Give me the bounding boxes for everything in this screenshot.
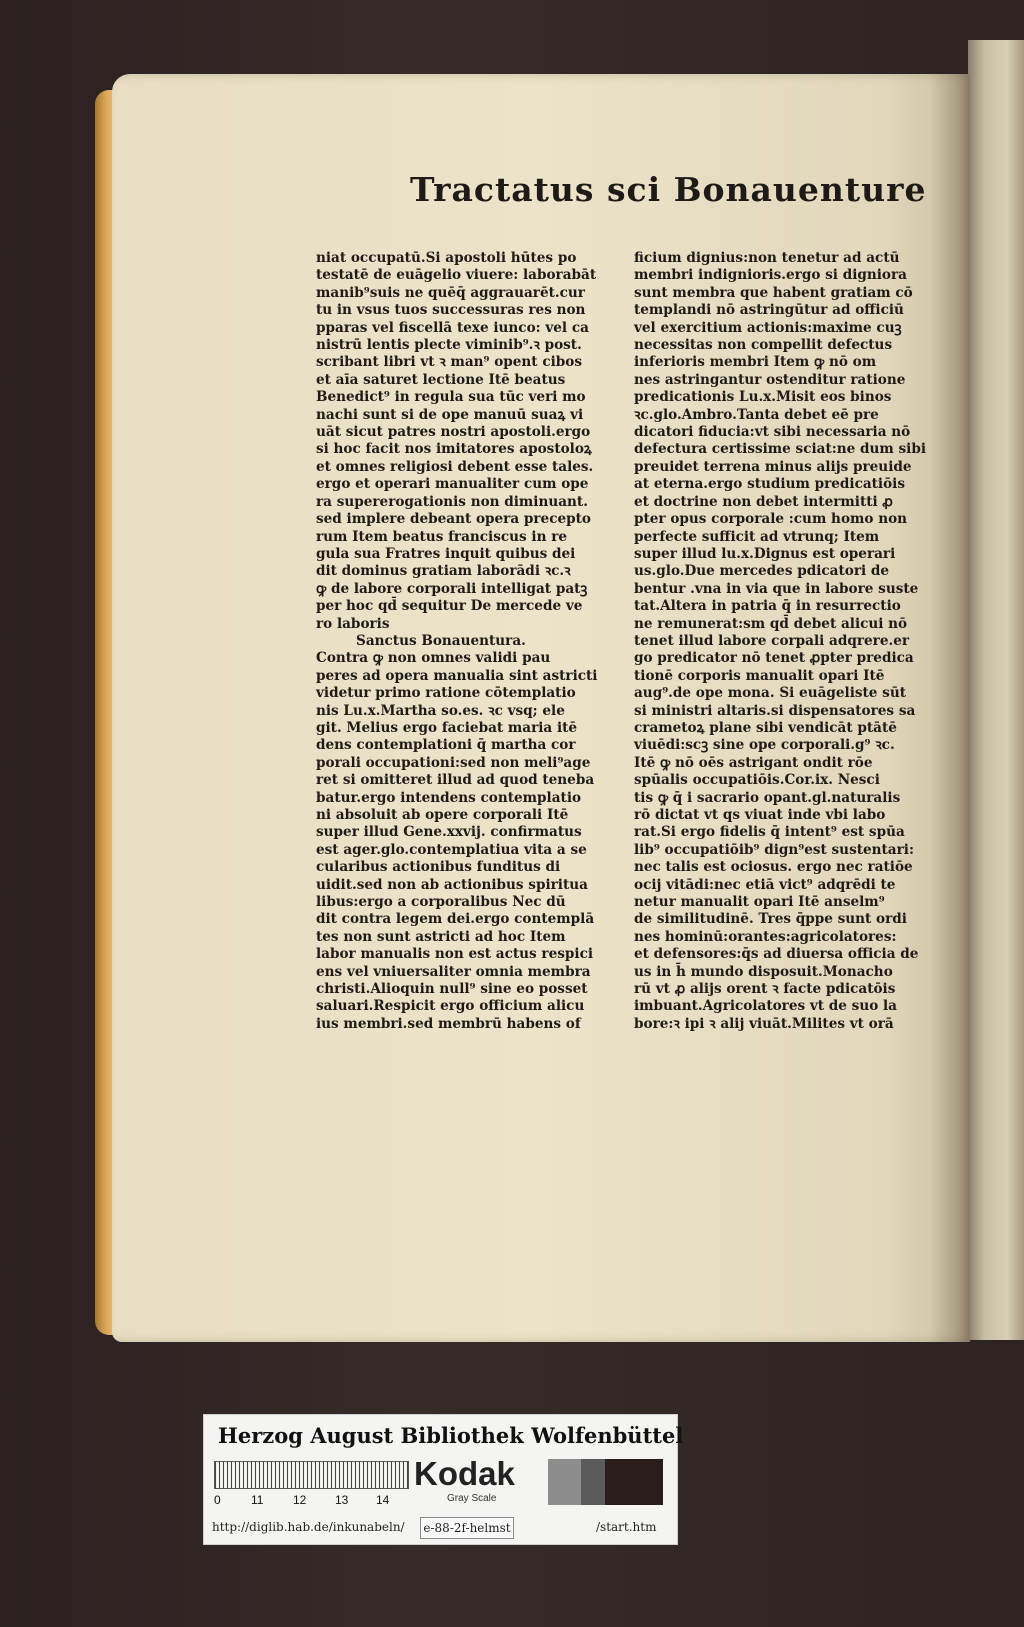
text-line: uidit.sed non ab actionibus spiritua	[316, 876, 588, 893]
text-line: ni absoluit ab opere corporali Itē	[316, 807, 569, 823]
text-line: inferioris membri Item ꝙ nō om	[634, 354, 877, 371]
text-line: dit contra legem dei.ergo contemplā	[316, 911, 595, 928]
text-line: testatē de euāgelio viuere: laborabāt	[316, 267, 597, 284]
text-line: et omnes religiosi debent esse tales.	[316, 458, 594, 475]
gutter-shadow	[930, 74, 970, 1342]
text-line: bentur .vna in via que in labore suste	[634, 580, 919, 597]
text-line: pparas vel fiscellā texe iunco: vel ca	[316, 319, 589, 336]
text-line: spūalis occupatiōis.Cor.ix. Nesci	[634, 772, 880, 789]
text-line: uāt sicut patres nostri apostoli.ergo	[316, 424, 591, 441]
text-line: tionē corporis manualit opari Itē	[634, 667, 885, 684]
gray-swatch-dark	[605, 1459, 663, 1505]
text-line: tu in vsus tuos successuras res non	[316, 302, 586, 319]
text-line: membri indignioris.ergo si digniora	[634, 267, 907, 284]
text-line: dicatori fiducia:vt sibi necessaria nō	[634, 424, 911, 441]
text-line: batur.ergo intendens contemplatio	[316, 789, 582, 806]
ruler-number: 13	[335, 1493, 349, 1507]
text-line: preuidet terrena minus alijs preuide	[634, 458, 912, 475]
text-line: git. Melius ergo faciebat maria itē	[316, 719, 578, 736]
text-line: ret si omitteret illud ad quod teneba	[316, 772, 595, 789]
measurement-ruler	[214, 1461, 409, 1489]
text-line: Sanctus Bonauentura.	[356, 632, 526, 649]
text-line: ficium dignius:non tenetur ad actū	[634, 250, 900, 266]
gray-swatch-mid	[581, 1459, 605, 1505]
text-line: est ager.glo.contemplatiua vita a se	[316, 841, 587, 858]
text-line: si ministri altaris.si dispensatores sa	[634, 702, 916, 719]
text-line: tat.Altera in patria q̄ in resurrectio	[634, 598, 901, 615]
text-line: vel exercitium actionis:maxime cuꝫ	[634, 319, 902, 336]
text-line: ocij vitādi:nec etiā vict⁹ adqrēdi te	[634, 876, 896, 893]
ruler-number: 14	[376, 1493, 390, 1507]
text-line: Itē ꝙ nō oēs astrigant ondit rōe	[634, 754, 873, 771]
text-line: ius membri.sed membrū habens of	[316, 1015, 581, 1032]
text-line: et aīa saturet lectione Itē beatus	[316, 371, 566, 388]
text-line: ens vel vniuersaliter omnia membra	[316, 963, 591, 980]
text-line: dit dominus gratiam laborādi ꝛc.ꝛ	[316, 563, 571, 580]
running-head: Tractatus sci Bonauenture	[410, 170, 927, 209]
text-line: tes non sunt astricti ad hoc Item	[316, 928, 566, 945]
text-line: si hoc facit nos imitatores apostoloꝝ	[316, 441, 592, 458]
text-line: nistrū lentis plecte viminib⁹.ꝛ post.	[316, 337, 582, 354]
text-line: tenet illud labore corpali adqrere.er	[634, 632, 910, 649]
text-line: niat occupatū.Si apostoli hūtes po	[316, 250, 577, 266]
text-line: go predicator nō tenet ꝓpter predica	[634, 650, 914, 667]
text-line: Benedict⁹ in regula sua tūc veri mo	[316, 389, 586, 406]
start-page-path: /start.htm	[596, 1520, 657, 1534]
gray-scale-label: Gray Scale	[447, 1493, 497, 1504]
text-line: bore:ꝛ ipi ꝛ alij viuāt.Milites vt orā	[634, 1015, 894, 1032]
text-line: super illud Gene.xxvij. confirmatus	[316, 824, 582, 841]
text-line: per hoc qd̄ sequitur De mercede ve	[316, 598, 583, 615]
text-line: nec talis est ociosus. ergo nec ratiōe	[634, 859, 913, 876]
library-name: Herzog August Bibliothek Wolfenbüttel	[218, 1423, 684, 1448]
text-line: christi.Alioquin null⁹ sine eo posset	[316, 981, 588, 998]
text-line: defectura certissime sciat:ne dum sibi	[634, 441, 927, 458]
text-line: et doctrine non debet intermitti ꝓ	[634, 493, 893, 510]
text-line: et defensores:q̄s ad diuersa officia de	[634, 946, 919, 963]
text-line: peres ad opera manualia sint astricti	[316, 667, 598, 684]
left-text-column	[316, 250, 598, 1033]
text-line: nachi sunt si de ope manuū suaꝝ vi	[316, 406, 584, 423]
text-line: tis ꝙ q̄ i sacrario opant.gl.naturalis	[634, 789, 901, 806]
text-line: porali occupationi:sed non meli⁹age	[316, 754, 591, 771]
shelfmark-label: e-88-2f-helmst	[420, 1517, 514, 1539]
text-line: nis Lu.x.Martha so.es. ꝛc vsq; ele	[316, 702, 565, 719]
text-line: saluari.Respicit ergo officium alicu	[316, 998, 585, 1015]
text-line: imbuant.Agricolatores vt de suo la	[634, 998, 897, 1015]
text-line: ne remunerat:sm qd̄ debet alicui nō	[634, 615, 908, 632]
text-line: viuēdi:scꝫ sine ope corporali.g⁹ ꝛc.	[634, 737, 895, 754]
text-line: libus:ergo a corporalibus Nec dū	[316, 894, 566, 911]
ruler-number: 0	[214, 1493, 221, 1507]
text-line: de similitudinē. Tres q̄ppe sunt ordi	[634, 911, 907, 928]
text-line: templandi nō astringūtur ad officiū	[634, 302, 904, 319]
text-line: sed implere debeant opera precepto	[316, 511, 591, 528]
text-line: ergo et operari manualiter cum ope	[316, 476, 589, 493]
text-line: predicationis Lu.x.Misit eos binos	[634, 389, 892, 406]
text-line: necessitas non compellit defectus	[634, 337, 893, 354]
text-line: Contra ꝙ non omnes validi pau	[316, 650, 551, 667]
kodak-logo: Kodak	[414, 1455, 515, 1492]
text-line: scribant libri vt ꝛ man⁹ opent cibos	[316, 354, 582, 371]
text-line: us.glo.Due mercedes pdicatori de	[634, 563, 890, 580]
text-line: ꝙ de labore corporali intelligat patꝫ	[316, 580, 588, 597]
ruler-number: 12	[293, 1493, 307, 1507]
text-line: nes astringantur ostenditur ratione	[634, 371, 906, 388]
ruler-numbers	[214, 1493, 414, 1509]
ruler-number: 11	[251, 1493, 264, 1507]
text-line: pter opus corporale :cum homo non	[634, 511, 908, 528]
text-line: at eterna.ergo studium predicatiōis	[634, 476, 905, 493]
text-line: ro laboris	[316, 615, 390, 632]
text-line: rat.Si ergo fidelis q̄ intent⁹ est spūa	[634, 824, 905, 841]
text-line: gula sua Fratres inquit quibus dei	[316, 545, 576, 562]
right-text-column	[634, 250, 927, 1033]
text-line: rō dictat vt qs viuat inde vbi labo	[634, 807, 886, 823]
text-line: videtur primo ratione cōtemplatio	[316, 685, 576, 702]
text-line: lib⁹ occupatiōib⁹ dign⁹est sustentari:	[634, 841, 914, 858]
text-line: netur manualit opari Itē anselm⁹	[634, 894, 885, 911]
text-line: us in h̄ mundo disposuit.Monacho	[634, 963, 893, 980]
text-line: sunt membra que habent gratiam cō	[634, 284, 913, 301]
text-line: cularibus actionibus funditus di	[316, 859, 561, 876]
color-calibration-card	[203, 1414, 684, 1545]
text-line: dens contemplationi q̄ martha cor	[316, 737, 576, 754]
text-line: rū vt ꝓ alijs orent ꝛ facte pdicatōis	[634, 981, 896, 998]
text-line: ra supererogationis non diminuant.	[316, 493, 588, 510]
text-line: super illud lu.x.Dignus est operari	[634, 545, 896, 562]
text-line: ꝛc.glo.Ambro.Tanta debet eē pre	[634, 406, 879, 423]
text-line: aug⁹.de ope mona. Si euāgeliste sūt	[634, 685, 906, 702]
text-line: perfecte sufficit ad vtrunq; Item	[634, 528, 880, 545]
text-line: nes hominū:orantes:agricolatores:	[634, 928, 897, 945]
text-line: crametoꝝ plane sibi vendicāt ptātē	[634, 719, 897, 736]
text-line: rum Item beatus franciscus in re	[316, 528, 568, 545]
gray-swatch-light	[548, 1459, 581, 1505]
facing-page-edge	[968, 40, 1024, 1340]
text-line: labor manualis non est actus respici	[316, 946, 594, 963]
library-url: http://diglib.hab.de/inkunabeln/	[212, 1520, 405, 1534]
text-line: manib⁹suis ne quēq̄ aggrauarēt.cur	[316, 284, 585, 301]
